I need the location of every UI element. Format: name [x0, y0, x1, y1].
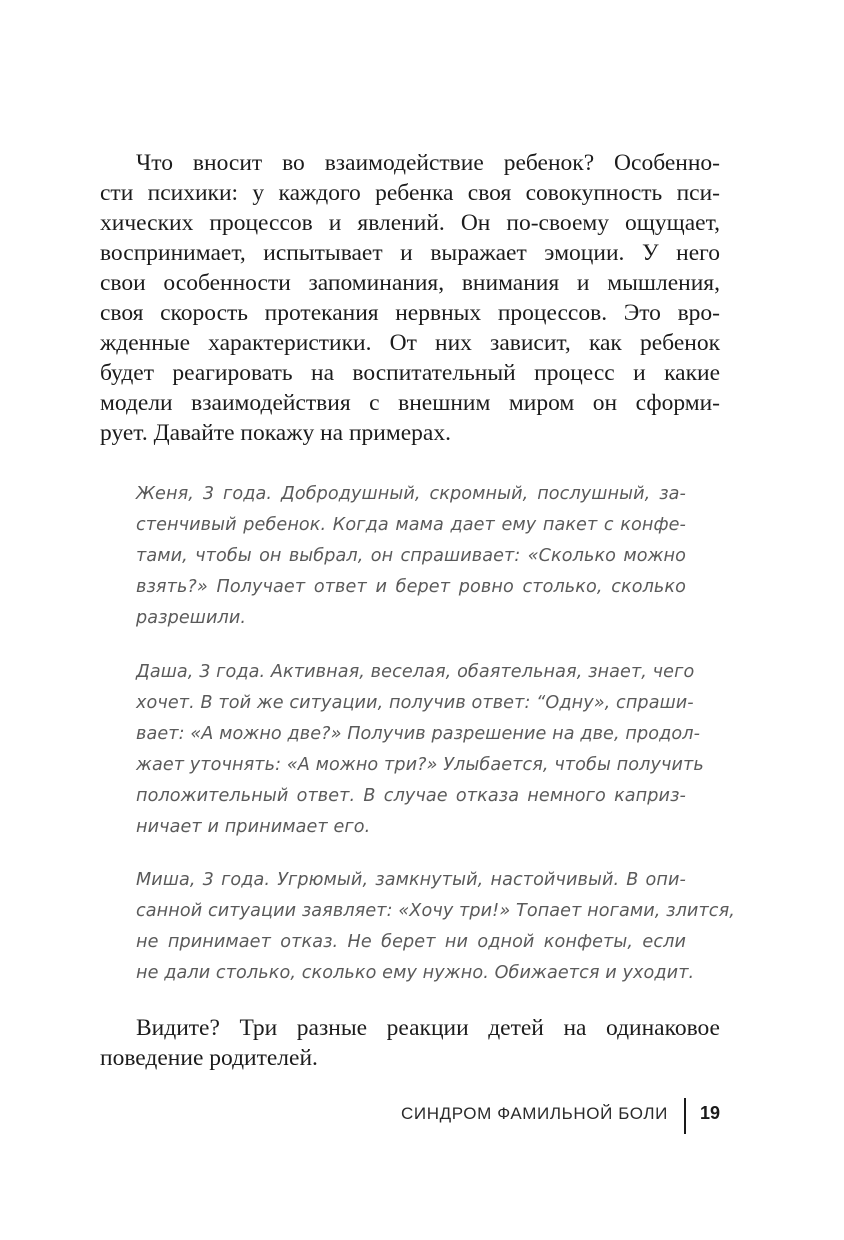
text-line: своя скорость протекания нервных процессов. Это вро- [100, 300, 720, 326]
text-line: сти психики: у каждого ребенка своя совокупность пси- [100, 180, 720, 206]
example-line: тами, чтобы он выбрал, он спрашивает: «Сколько можно [136, 546, 686, 566]
text-line: поведение родителей. [100, 1045, 318, 1071]
text-line: хических процессов и явлений. Он по-своему ощущает, [100, 210, 720, 236]
example-line: Миша, 3 года. Угрюмый, замкнутый, настойчивый. В опи- [136, 870, 686, 890]
example-line: жает уточнять: «А можно три?» Улыбается, чтобы получить [136, 755, 704, 775]
text-line: воспринимает, испытывает и выражает эмоции. У него [100, 240, 720, 266]
running-footer-title: СИНДРОМ ФАМИЛЬНОЙ БОЛИ [401, 1104, 668, 1123]
example-line: ничает и принимает его. [136, 817, 371, 837]
text-line: свои особенности запоминания, внимания и мышления, [100, 270, 720, 296]
page-number: 19 [700, 1103, 721, 1123]
example-line: санной ситуации заявляет: «Хочу три!» Топает ногами, злится, [136, 901, 735, 921]
example-line: разрешили. [136, 608, 247, 628]
text-line: Видите? Три разные реакции детей на одинаковое [136, 1015, 720, 1041]
example-line: не принимает отказ. Не берет ни одной конфеты, если [136, 932, 686, 952]
example-line: хочет. В той же ситуации, получив ответ: “Одну», спраши- [136, 693, 694, 713]
example-line: взять?» Получает ответ и берет ровно столько, сколько [136, 577, 686, 597]
text-line: жденные характеристики. От них зависит, как ребенок [100, 330, 720, 356]
text-line: рует. Давайте покажу на примерах. [100, 420, 451, 446]
text-line: модели взаимодействия с внешним миром он сформи- [100, 390, 720, 416]
example-line: не дали столько, сколько ему нужно. Обижается и уходит. [136, 963, 695, 983]
example-line: Женя, 3 года. Добродушный, скромный, послушный, за- [136, 484, 686, 504]
example-line: Даша, 3 года. Активная, веселая, обаятельная, знает, чего [136, 662, 695, 682]
example-line: стенчивый ребенок. Когда мама дает ему пакет с конфе- [136, 515, 686, 535]
text-line: Что вносит во взаимодействие ребенок? Особенно- [136, 150, 720, 176]
footer-divider [684, 1098, 686, 1134]
example-line: положительный ответ. В случае отказа немного каприз- [136, 786, 686, 806]
text-line: будет реагировать на воспитательный процесс и какие [100, 360, 720, 386]
example-line: вает: «А можно две?» Получив разрешение на две, продол- [136, 724, 701, 744]
